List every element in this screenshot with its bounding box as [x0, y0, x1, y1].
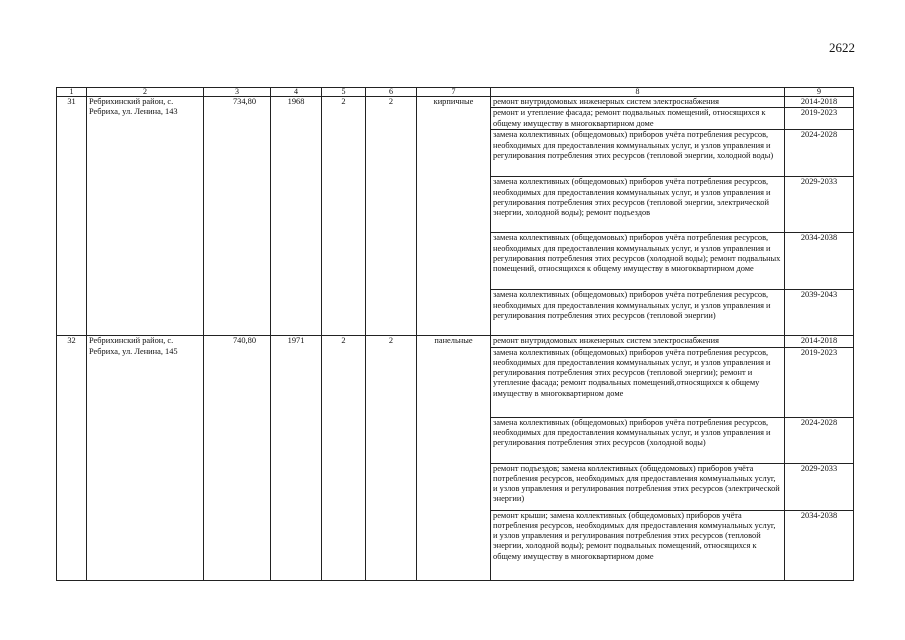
- work-period: 2014-2018: [785, 336, 854, 347]
- page-number: 2622: [829, 40, 855, 55]
- record-number: 32: [57, 336, 87, 580]
- work-period: 2014-2018: [785, 97, 854, 108]
- record-floors: 2: [322, 336, 366, 580]
- column-header: 7: [417, 88, 491, 97]
- work-period: 2019-2023: [785, 347, 854, 417]
- record-entrances: 2: [366, 97, 417, 336]
- work-description: ремонт и утепление фасада; ремонт подвальных помещений, относящихся к общему имуществу в многоквартирном доме: [491, 108, 785, 130]
- record-number: 31: [57, 97, 87, 336]
- work-period: 2019-2023: [785, 108, 854, 130]
- work-description: ремонт внутридомовых инженерных систем электроснабжения: [491, 336, 785, 347]
- table-row: [57, 97, 854, 108]
- record-entrances: 2: [366, 336, 417, 580]
- work-description: ремонт крыши; замена коллективных (общедомовых) приборов учёта потребления ресурсов, необходимых для предоставления коммунальных услуг, и узлов управления и регулирования потребления этих ресурсов (тепловой энергии, холодной воды); ремонт подвальных помещений, относящихся к общему имуществу в многоквартирном доме: [491, 510, 785, 580]
- work-period: 2024-2028: [785, 130, 854, 177]
- record-material: кирпичные: [417, 97, 491, 336]
- record-address: Ребрихинский район, с. Ребриха, ул. Ленина, 143: [87, 97, 204, 336]
- column-header: 6: [366, 88, 417, 97]
- work-description: замена коллективных (общедомовых) приборов учёта потребления ресурсов, необходимых для предоставления коммунальных услуг, и узлов управления и регулирования потребления этих ресурсов (холодной воды); ремонт подвальных помещений, относящихся к общему имуществу в многоквартирном доме: [491, 233, 785, 290]
- record-year: 1968: [271, 97, 322, 336]
- record-material: панельные: [417, 336, 491, 580]
- record-address: Ребрихинский район, с. Ребриха, ул. Ленина, 145: [87, 336, 204, 580]
- work-description: ремонт подъездов; замена коллективных (общедомовых) приборов учёта потребления ресурсов, необходимых для предоставления коммунальных услуг, и узлов управления и регулирования потребления этих ресурсов (электрической энергии): [491, 463, 785, 510]
- work-period: 2029-2033: [785, 463, 854, 510]
- record-year: 1971: [271, 336, 322, 580]
- work-description: замена коллективных (общедомовых) приборов учёта потребления ресурсов, необходимых для предоставления коммунальных услуг, и узлов управления и регулирования потребления этих ресурсов (тепловой энергии): [491, 290, 785, 336]
- column-header: 5: [322, 88, 366, 97]
- work-period: 2024-2028: [785, 417, 854, 463]
- column-header: 3: [204, 88, 271, 97]
- record-area: 734,80: [204, 97, 271, 336]
- record-floors: 2: [322, 97, 366, 336]
- work-period: 2029-2033: [785, 177, 854, 233]
- record-area: 740,80: [204, 336, 271, 580]
- column-header: 1: [57, 88, 87, 97]
- work-period: 2034-2038: [785, 510, 854, 580]
- table-row: [57, 336, 854, 347]
- work-description: замена коллективных (общедомовых) приборов учёта потребления ресурсов, необходимых для предоставления коммунальных услуг, и узлов управления и регулирования потребления этих ресурсов (холодной воды): [491, 417, 785, 463]
- housing-registry-table: [56, 87, 854, 581]
- column-header: 2: [87, 88, 204, 97]
- work-period: 2039-2043: [785, 290, 854, 336]
- column-number-row: [57, 88, 854, 97]
- work-description: замена коллективных (общедомовых) приборов учёта потребления ресурсов, необходимых для предоставления коммунальных услуг, и узлов управления и регулирования потребления этих ресурсов (тепловой энергии, электрической энергии, холодной воды); ремонт подъездов: [491, 177, 785, 233]
- work-description: замена коллективных (общедомовых) приборов учёта потребления ресурсов, необходимых для предоставления коммунальных услуг, и узлов управления и регулирования потребления этих ресурсов (тепловой энергии, холодной воды): [491, 130, 785, 177]
- column-header: 9: [785, 88, 854, 97]
- work-period: 2034-2038: [785, 233, 854, 290]
- column-header: 4: [271, 88, 322, 97]
- column-header: 8: [491, 88, 785, 97]
- work-description: ремонт внутридомовых инженерных систем электроснабжения: [491, 97, 785, 108]
- work-description: замена коллективных (общедомовых) приборов учёта потребления ресурсов, необходимых для предоставления коммунальных услуг, и узлов управления и регулирования потребления этих ресурсов (тепловой энергии); ремонт и утепление фасада; ремонт подвальных помещений,относящихся к общему имуществу в многоквартирном доме: [491, 347, 785, 417]
